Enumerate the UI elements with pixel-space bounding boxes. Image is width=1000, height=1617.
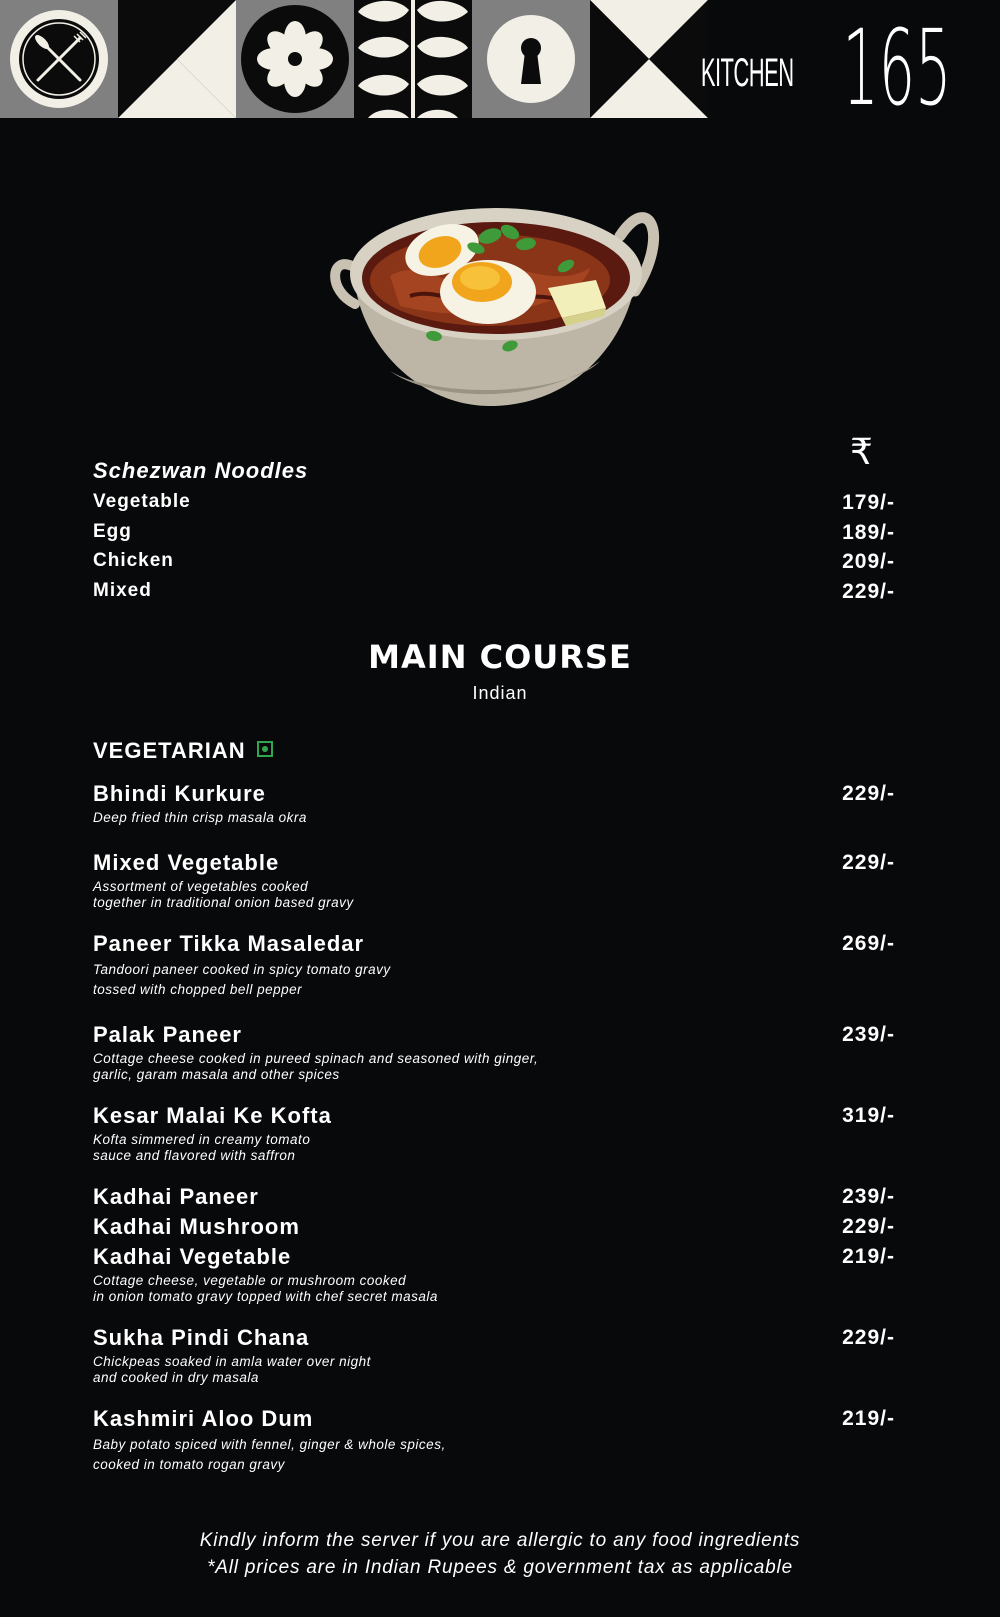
curry-bowl-with-egg-icon [330,196,670,418]
item-name: Vegetable [93,491,191,512]
item-price: 209/- [842,550,895,573]
list-item [93,550,895,580]
item-price: 229/- [842,580,895,603]
item-name: Mixed Vegetable [93,850,280,875]
list-item [93,491,895,521]
noodles-section-title: Schezwan Noodles [93,458,309,483]
menu-item [93,1213,895,1241]
brand-number: 165 [842,7,952,129]
list-item [93,580,895,610]
header-banner [0,0,1000,129]
item-description: Baby potato spiced with fennel, ginger & whole spices, cooked in tomato rogan gravy [93,1437,446,1472]
item-name: Kesar Malai Ke Kofta [93,1103,332,1128]
item-price: 179/- [842,491,895,514]
item-description: Kofta simmered in creamy tomato sauce and flavored with saffron [93,1132,311,1163]
item-price: 229/- [842,1215,895,1238]
menu-item [93,1183,895,1211]
menu-item [93,849,895,911]
menu-item [93,1243,895,1305]
hourglass-pattern [118,0,236,118]
item-description: Tandoori paneer cooked in spicy tomato gravy tossed with chopped bell pepper [93,962,391,997]
item-name: Kadhai Paneer [93,1184,259,1209]
item-name: Sukha Pindi Chana [93,1325,310,1350]
item-price: 239/- [842,1185,895,1208]
item-price: 319/- [842,1104,895,1127]
brand-kitchen: KITCHEN [700,51,794,95]
item-price: 189/- [842,521,895,544]
menu-item [93,930,895,1000]
list-item [93,521,895,551]
item-description: Cottage cheese, vegetable or mushroom cooked in onion tomato gravy topped with chef secret masala [93,1273,438,1304]
menu-item [93,780,895,826]
item-name: Bhindi Kurkure [93,781,266,806]
flower-icon [236,0,354,118]
item-description: Chickpeas soaked in amla water over night and cooked in dry masala [93,1354,371,1385]
menu-item [93,1102,895,1164]
item-name: Paneer Tikka Masaledar [93,931,365,956]
brand-logo [625,7,952,129]
item-description: Deep fried thin crisp masala okra [93,810,307,825]
menu-item [93,1324,895,1386]
item-name: Egg [93,521,132,542]
leaf-branch-icon [354,0,472,118]
vegetarian-heading: VEGETARIAN [93,738,246,763]
item-name: Kadhai Vegetable [93,1244,292,1269]
item-description: Assortment of vegetables cooked together in traditional onion based gravy [93,879,354,910]
item-name: Kashmiri Aloo Dum [93,1406,314,1431]
allergy-note: Kindly inform the server if you are allergic to any food ingredients [199,1530,801,1551]
item-price: 239/- [842,1023,895,1046]
tax-note: *All prices are in Indian Rupees & government tax as applicable [207,1557,793,1578]
item-price: 229/- [842,1326,895,1349]
section-subheading: Indian [472,683,528,703]
item-description: Cottage cheese cooked in pureed spinach and seasoned with ginger, garlic, garam masala and other spices [93,1051,539,1082]
item-price: 219/- [842,1407,895,1430]
keyhole-icon [472,0,590,118]
item-price: 229/- [842,851,895,874]
menu-item [93,1021,895,1083]
section-heading: MAIN COURSE [368,638,632,676]
item-price: 229/- [842,782,895,805]
menu-item [93,1405,895,1475]
item-price: 269/- [842,932,895,955]
item-name: Palak Paneer [93,1022,242,1047]
footer-note [0,1527,1000,1581]
item-name: Chicken [93,550,174,571]
cutlery-icon [0,0,118,118]
currency-symbol: ₹ [850,432,873,473]
item-price: 219/- [842,1245,895,1268]
veg-symbol-icon [257,741,273,757]
item-name: Mixed [93,580,152,601]
item-name: Kadhai Mushroom [93,1214,300,1239]
